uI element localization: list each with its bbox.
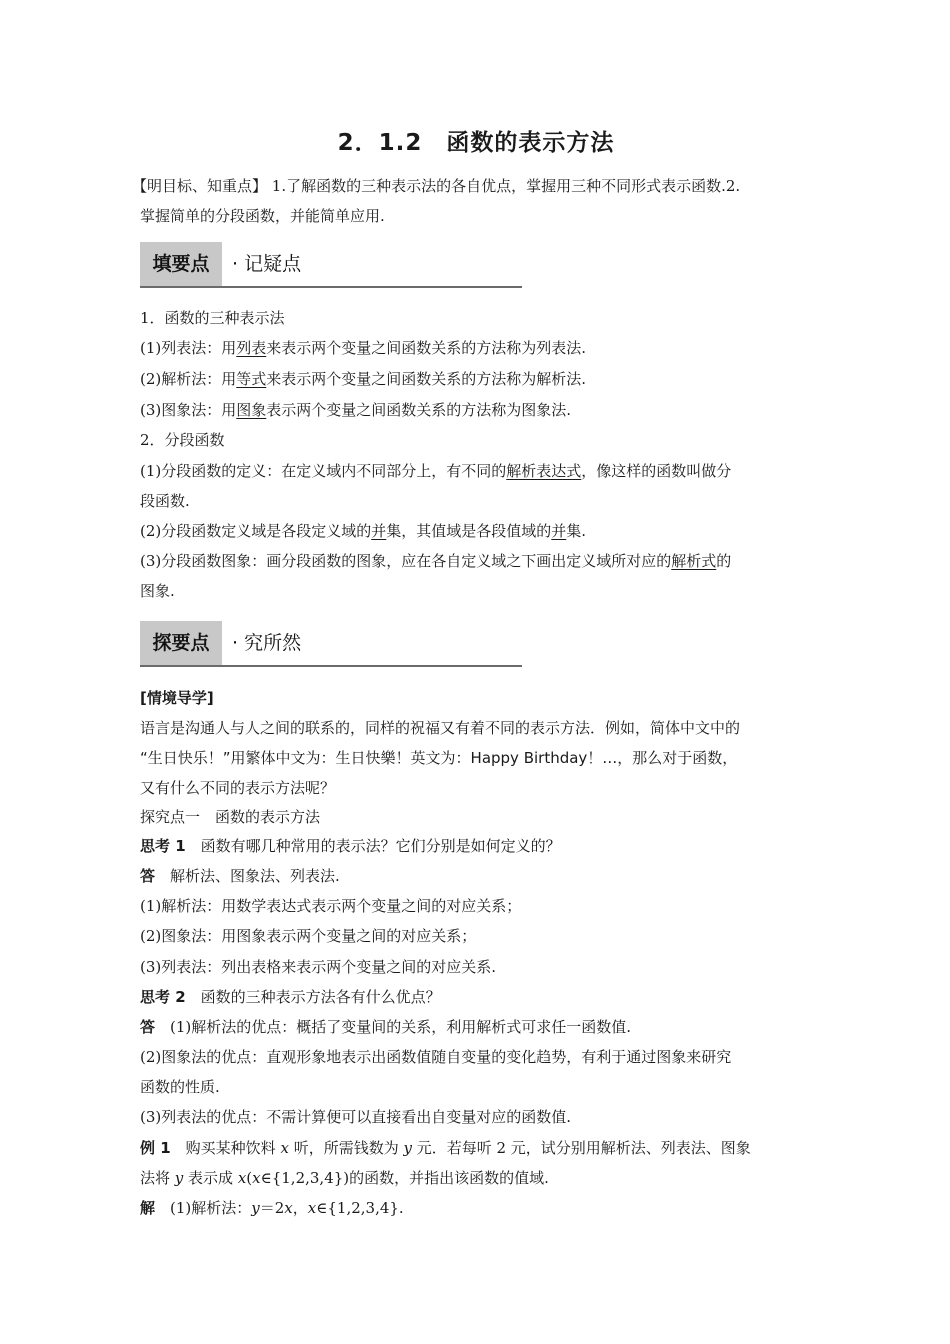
answer-1: 答 解析法、图象法、列表法.	[140, 867, 340, 885]
answer-1-item-2: (2)图象法：用图象表示两个变量之间的对应关系；	[140, 927, 477, 945]
section-header-explore	[140, 621, 522, 667]
answer-1-item-3: (3)列表法：列出表格来表示两个变量之间的对应关系.	[140, 958, 497, 976]
section-box-label: 填要点	[140, 242, 222, 286]
section-subtitle: · 究所然	[232, 632, 302, 654]
question-2: 思考 2 函数的三种表示方法各有什么优点？	[140, 988, 441, 1006]
answer-2-item-3: (3)列表法的优点：不需计算便可以直接看出自变量对应的函数值.	[140, 1108, 572, 1126]
s1-heading-2: 2．分段函数	[140, 431, 225, 449]
explore-point-heading: 探究点一 函数的表示方法	[140, 808, 321, 826]
answer-1-item-1: (1)解析法：用数学表达式表示两个变量之间的对应关系；	[140, 897, 522, 915]
section-subtitle: · 记疑点	[232, 253, 302, 275]
goals-text-1: 1.了解函数的三种表示法的各自优点，掌握用三种不同形式表示函数.2.	[267, 177, 741, 195]
question-1: 思考 1 函数有哪几种常用的表示法？它们分别是如何定义的？	[140, 837, 561, 855]
s1-line-piecewise-graph: (3)分段函数图象：画分段函数的图象，应在各自定义域之下画出定义域所对应的解析式的	[140, 552, 732, 570]
s1-line-graph-method: (3)图象法：用图象表示两个变量之间函数关系的方法称为图象法.	[140, 401, 572, 419]
learning-goals	[132, 171, 812, 231]
section-box-label: 探要点	[140, 621, 222, 665]
example-1: 例 1 购买某种饮料 x 听，所需钱数为 y 元．若每听 2 元，试分别用解析法、列表法、图象	[140, 1139, 751, 1157]
page-title: 2．1.2 函数的表示方法	[337, 130, 615, 156]
section-header-key-points	[140, 242, 522, 288]
s1-line-piecewise-graph-cont: 图象.	[140, 582, 175, 600]
answer-2: 答 (1)解析法的优点：概括了变量间的关系，利用解析式可求任一函数值.	[140, 1018, 632, 1036]
answer-2-item-2-cont: 函数的性质.	[140, 1078, 220, 1096]
s1-line-list-method: (1)列表法：用列表来表示两个变量之间函数关系的方法称为列表法.	[140, 339, 587, 357]
s1-line-analytic-method: (2)解析法：用等式来表示两个变量之间函数关系的方法称为解析法.	[140, 370, 587, 388]
s1-heading-1: 1．函数的三种表示法	[140, 309, 285, 327]
s1-line-piecewise-def-cont: 段函数.	[140, 492, 190, 510]
example-1-cont: 法将 y 表示成 x(x∈{1,2,3,4})的函数，并指出该函数的值域.	[140, 1169, 549, 1187]
context-line-3: 又有什么不同的表示方法呢？	[140, 779, 336, 797]
goals-tag: 【明目标、知重点】	[132, 177, 268, 195]
context-heading: [情境导学]	[140, 689, 214, 707]
answer-2-item-2: (2)图象法的优点：直观形象地表示出函数值随自变量的变化趋势，有利于通过图象来研究	[140, 1048, 732, 1066]
solution: 解 (1)解析法：y＝2x，x∈{1,2,3,4}.	[140, 1199, 404, 1217]
context-line-1: 语言是沟通人与人之间的联系的，同样的祝福又有着不同的表示方法．例如，简体中文中的	[140, 719, 741, 737]
context-line-2: “生日快乐！”用繁体中文为：生日快樂！英文为：Happy Birthday！…，那么对于函数，	[140, 749, 738, 767]
goals-text-2: 掌握简单的分段函数，并能简单应用.	[140, 207, 385, 225]
s1-line-piecewise-def: (1)分段函数的定义：在定义域内不同部分上，有不同的解析表达式，像这样的函数叫做分	[140, 462, 732, 480]
s1-line-piecewise-domain: (2)分段函数定义域是各段定义域的并集，其值域是各段值域的并集.	[140, 522, 587, 540]
